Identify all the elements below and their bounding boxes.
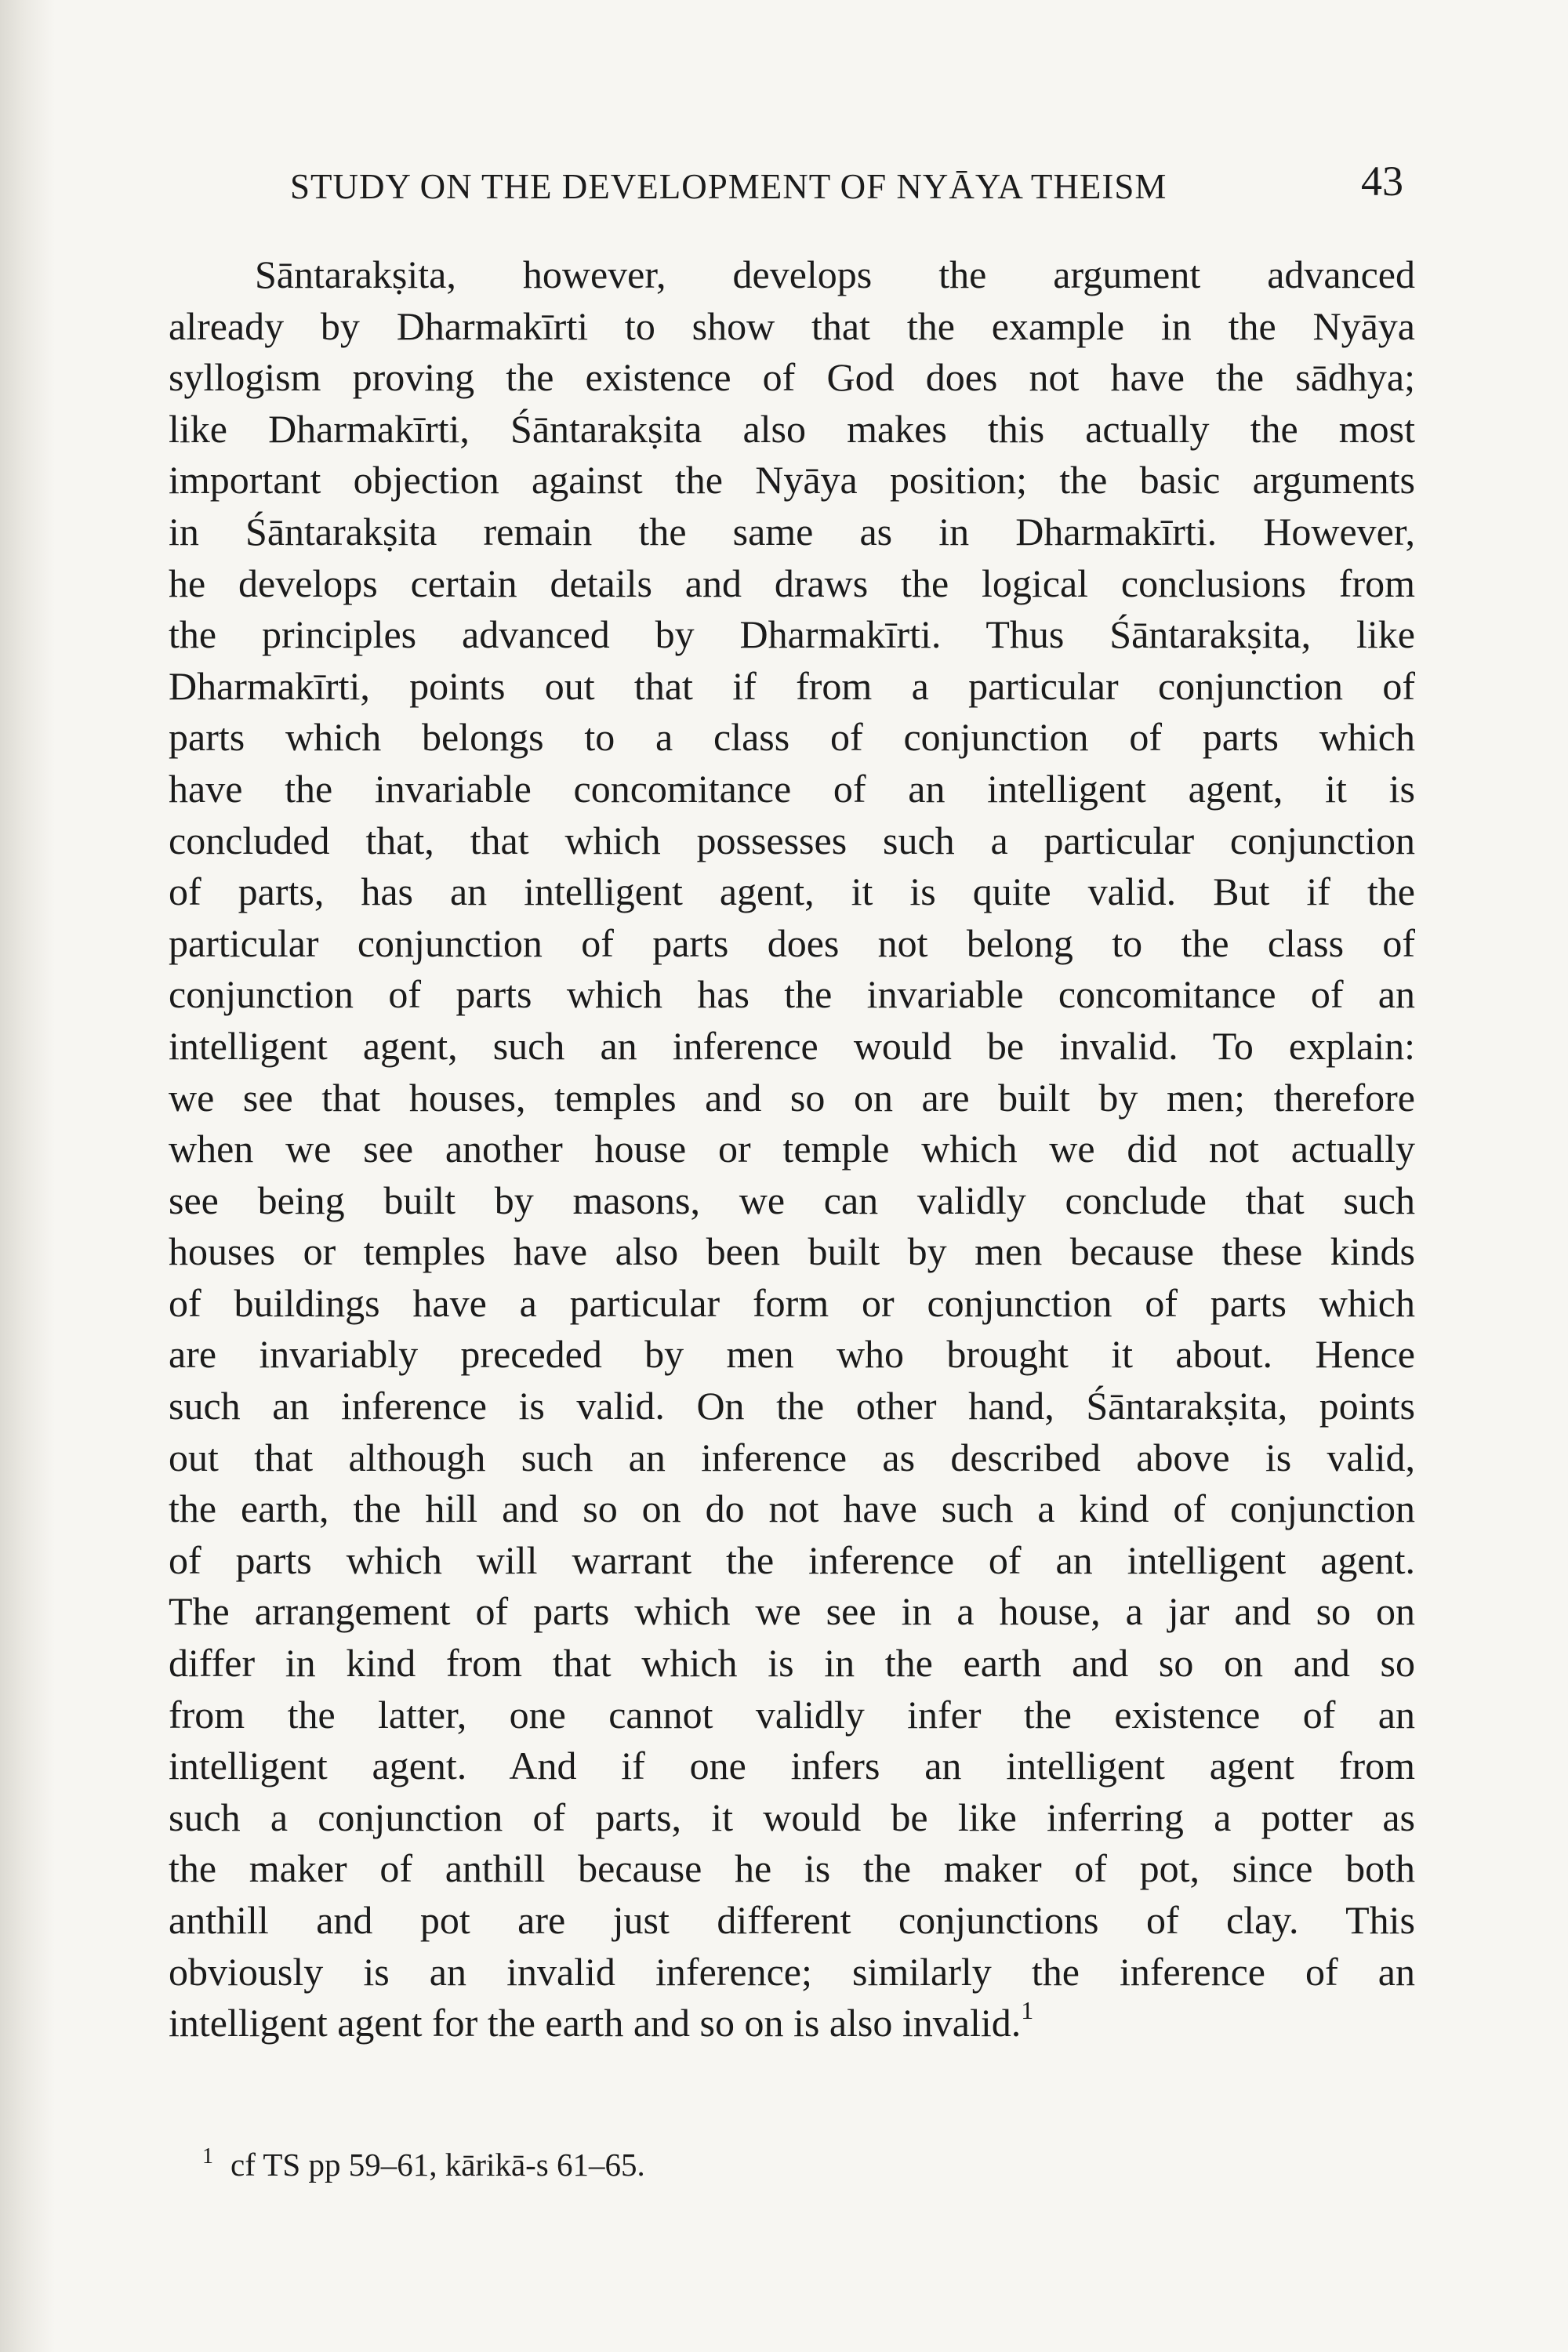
text-line: syllogism proving the existence of God does not have the sādhya;: [169, 355, 1415, 400]
text-line: he develops certain details and draws the logical conclusions from: [169, 561, 1415, 605]
text-line: of parts, has an intelligent agent, it is quite valid. But if the: [169, 869, 1415, 914]
page-number: 43: [1361, 158, 1403, 205]
body-paragraph: [169, 249, 1415, 2049]
text-line: in Śāntarakṣita remain the same as in Dharmakīrti. However,: [169, 509, 1415, 554]
text-line: when we see another house or temple which we did not actually: [169, 1127, 1415, 1171]
text-line: out that although such an inference as described above is valid,: [169, 1435, 1415, 1479]
text-line: of buildings have a particular form or conjunction of parts which: [169, 1280, 1415, 1325]
text-line: from the latter, one cannot validly infer the existence of an: [169, 1692, 1415, 1737]
text-line: particular conjunction of parts does not belong to the class of: [169, 920, 1415, 965]
text-line: concluded that, that which possesses such a particular conjunction: [169, 818, 1415, 862]
text-line: have the invariable concomitance of an intelligent agent, it is: [169, 766, 1415, 811]
text-line: conjunction of parts which has the invariable concomitance of an: [169, 972, 1415, 1017]
footnote-marker: 1: [202, 2144, 213, 2169]
text-line: the principles advanced by Dharmakīrti. Thus Śāntarakṣita, like: [169, 612, 1415, 657]
running-head: [290, 157, 1403, 220]
text-line: important objection against the Nyāya position; the basic arguments: [169, 458, 1415, 503]
text-line: are invariably preceded by men who brought it about. Hence: [169, 1332, 1415, 1377]
text-line: obviously is an invalid inference; similarly the inference of an: [169, 1949, 1415, 1994]
text-line: the earth, the hill and so on do not have such a kind of conjunction: [169, 1486, 1415, 1531]
text-line: intelligent agent, such an inference would be invalid. To explain:: [169, 1023, 1415, 1068]
text-line: intelligent agent. And if one infers an intelligent agent from: [169, 1744, 1415, 1788]
text-line: differ in kind from that which is in the earth and so on and so: [169, 1641, 1415, 1686]
text-line: the maker of anthill because he is the maker of pot, since both: [169, 1846, 1415, 1891]
text-line: Sāntarakṣita, however, develops the argument advanced: [255, 252, 1415, 296]
footnote-reference[interactable]: 1: [1021, 1998, 1034, 2025]
text-line: see being built by masons, we can validly conclude that such: [169, 1178, 1415, 1222]
text-line: such an inference is valid. On the other hand, Śāntarakṣita, points: [169, 1384, 1415, 1428]
text-line-last: [169, 1998, 1415, 2049]
running-title: STUDY ON THE DEVELOPMENT OF NYĀYA THEISM: [290, 167, 1167, 206]
text-line: already by Dharmakīrti to show that the example in the Nyāya: [169, 303, 1415, 348]
text-line: we see that houses, temples and so on are built by men; therefore: [169, 1075, 1415, 1120]
text-line: parts which belongs to a class of conjunction of parts which: [169, 715, 1415, 760]
text-line: like Dharmakīrti, Śāntarakṣita also makes this actually the most: [169, 406, 1415, 451]
last-line-text: intelligent agent for the earth and so on is also invalid.: [169, 2001, 1022, 2045]
text-line: of parts which will warrant the inference of an intelligent agent.: [169, 1537, 1415, 1582]
footnote-text: cf TS pp 59–61, kārikā-s 61–65.: [230, 2147, 645, 2183]
text-line: The arrangement of parts which we see in a house, a jar and so on: [169, 1589, 1415, 1634]
text-line: such a conjunction of parts, it would be like inferring a potter as: [169, 1795, 1415, 1839]
scanned-page-edge: [0, 0, 55, 2352]
footnote: [202, 2144, 645, 2183]
text-line: anthill and pot are just different conjunctions of clay. This: [169, 1898, 1415, 1942]
text-line: houses or temples have also been built by men because these kinds: [169, 1229, 1415, 1274]
text-line: Dharmakīrti, points out that if from a particular conjunction of: [169, 663, 1415, 708]
